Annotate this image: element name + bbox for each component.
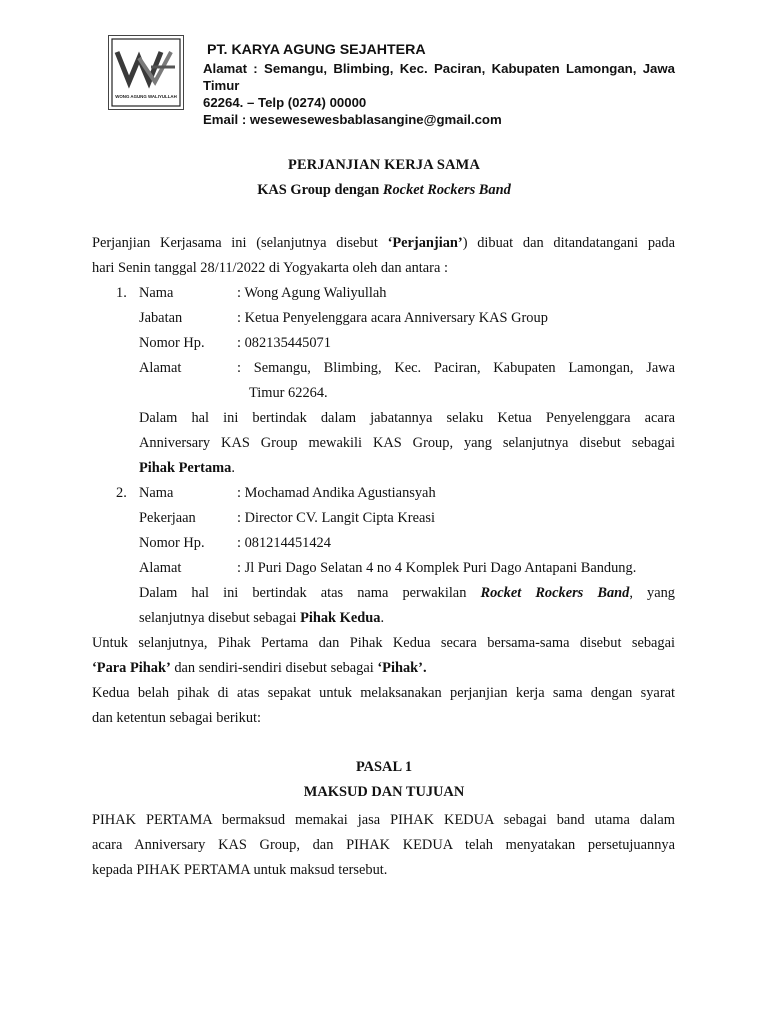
party2-desc2-a: selanjutnya disebut sebagai	[139, 610, 301, 626]
party2-row-address	[139, 556, 675, 581]
logo-mark	[109, 36, 183, 109]
intro-text-a: Perjanjian Kerjasama ini (selanjutnya disebut	[92, 235, 388, 251]
party2-number: 2.	[116, 485, 127, 501]
party1-row-position	[139, 306, 675, 331]
party2-row-name	[116, 481, 675, 506]
document-subtitle	[0, 182, 768, 199]
party1-desc-line2: Anniversary KAS Group mewakili KAS Group, yang selanjutnya disebut sebagai	[139, 435, 675, 451]
party2-desc2-end: .	[380, 610, 385, 626]
party2-role: Pihak Kedua	[300, 610, 381, 626]
intro-text-c: ) dibuat dan ditandatangani pada	[462, 235, 675, 251]
pasal1-line3: kepada PIHAK PERTAMA untuk maksud tersebut.	[92, 862, 388, 878]
party2-desc-a: Dalam hal ini bertindak atas nama perwakilan	[139, 585, 481, 601]
closing-line1: Untuk selanjutnya, Pihak Pertama dan Pihak Kedua secara bersama-sama disebut sebagai	[92, 635, 675, 651]
party1-label: Alamat	[139, 360, 182, 376]
closing-text: dan sendiri-sendiri disebut sebagai	[170, 660, 378, 676]
party1-address-cont: Timur 62264.	[249, 385, 328, 401]
company-address-line2: 62264. – Telp (0274) 00000	[203, 95, 367, 110]
closing-term-pihak: ‘Pihak’.	[377, 660, 427, 676]
closing-line4: dan ketentun sebagai berikut:	[92, 710, 262, 726]
closing-line2	[92, 656, 675, 681]
company-name: PT. KARYA AGUNG SEJAHTERA	[207, 42, 426, 58]
party2-row-phone	[139, 531, 675, 556]
party1-label: Nomor Hp.	[139, 335, 205, 351]
company-email: Email : wesewesewesbablasangine@gmail.com	[203, 112, 502, 127]
party1-value: : Ketua Penyelenggara acara Anniversary KAS Group	[237, 310, 548, 326]
intro-term: ‘Perjanjian’	[387, 235, 463, 251]
closing-line3: Kedua belah pihak di atas sepakat untuk melaksanakan perjanjian kerja sama dengan syarat	[92, 685, 675, 701]
party2-value: : Director CV. Langit Cipta Kreasi	[237, 510, 435, 526]
document-title: PERJANJIAN KERJA SAMA	[287, 157, 481, 173]
party1-row-phone	[139, 331, 675, 356]
party2-desc-c: , yang	[629, 585, 676, 601]
party2-desc-line2	[139, 606, 675, 631]
party2-label: Pekerjaan	[139, 510, 196, 526]
subtitle-part1: KAS Group dengan	[257, 182, 383, 198]
party1-row-address-cont	[139, 381, 675, 406]
party1-role: Pihak Pertama	[139, 460, 232, 476]
closing-term-para-pihak: ‘Para Pihak’	[92, 660, 171, 676]
party1-value: : Wong Agung Waliyullah	[237, 285, 387, 301]
party2-value: : 081214451424	[237, 535, 331, 551]
party1-value: : 082135445071	[237, 335, 331, 351]
party2-desc-line1	[139, 581, 675, 606]
logo-caption: WONG AGUNG WALIYULLAH	[115, 94, 177, 99]
party2-band-name: Rocket Rockers Band	[480, 585, 630, 601]
pasal1-heading: PASAL 1	[355, 759, 413, 775]
party2-label: Nomor Hp.	[139, 535, 205, 551]
letterhead	[203, 42, 675, 128]
party2-value: : Mochamad Andika Agustiansyah	[237, 485, 436, 501]
party1-label: Jabatan	[139, 310, 183, 326]
party2-row-occupation	[139, 506, 675, 531]
subtitle-band-name: Rocket Rockers Band	[382, 182, 511, 198]
pasal1-line2: acara Anniversary KAS Group, dan PIHAK KEDUA telah menyatakan persetujuannya	[92, 837, 675, 853]
party2-value: : Jl Puri Dago Selatan 4 no 4 Komplek Puri Dago Antapani Bandung.	[237, 560, 637, 576]
party1-desc-line3	[139, 456, 675, 481]
company-address-line1: Alamat : Semangu, Blimbing, Kec. Paciran, Kabupaten Lamongan, Jawa Timur	[203, 61, 675, 93]
party1-number: 1.	[116, 285, 127, 301]
intro-line2: hari Senin tanggal 28/11/2022 di Yogyakarta oleh dan antara :	[92, 260, 448, 276]
party1-row-name	[116, 281, 675, 306]
party1-desc-end: .	[231, 460, 235, 476]
pasal1-subheading: MAKSUD DAN TUJUAN	[303, 784, 465, 800]
party1-value: : Semangu, Blimbing, Kec. Paciran, Kabupaten Lamongan, Jawa	[237, 360, 675, 376]
intro-line1	[92, 231, 675, 256]
pasal1-line1: PIHAK PERTAMA bermaksud memakai jasa PIHAK KEDUA sebagai band utama dalam	[92, 812, 675, 828]
company-logo	[108, 35, 184, 110]
party1-label: Nama	[139, 285, 174, 301]
party1-desc-line1: Dalam hal ini bertindak dalam jabatannya selaku Ketua Penyelenggara acara	[139, 410, 675, 426]
party2-label: Nama	[139, 485, 174, 501]
party2-label: Alamat	[139, 560, 182, 576]
party1-row-address	[139, 356, 675, 381]
